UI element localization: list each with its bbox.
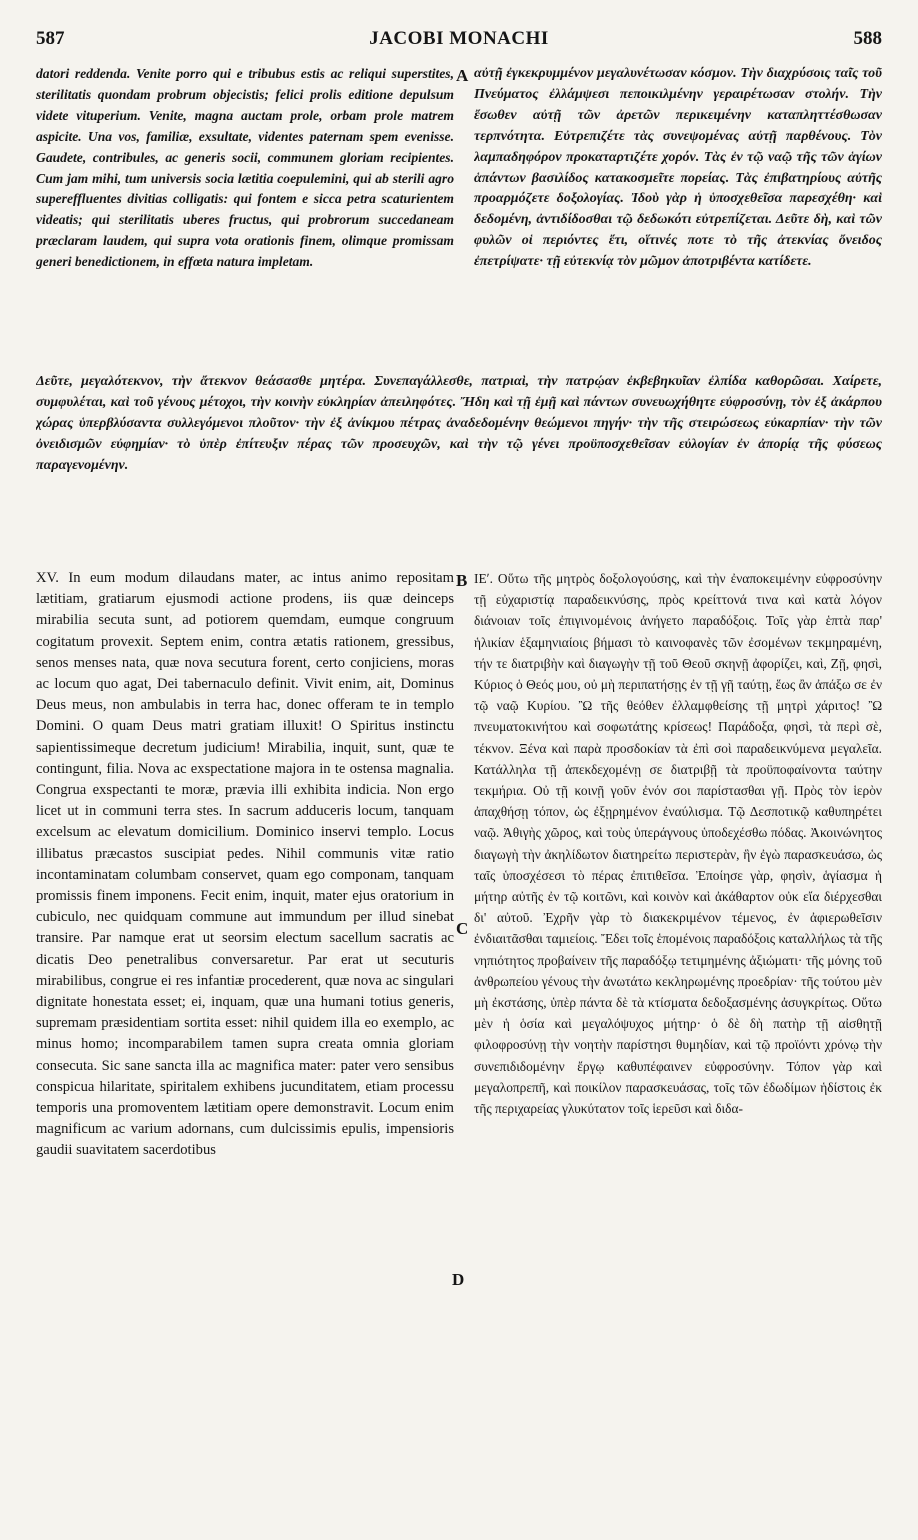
margin-letter-b: B — [456, 571, 468, 590]
top-latin-column — [36, 64, 454, 372]
top-greek-column — [474, 64, 882, 372]
bottom-greek-column — [474, 568, 882, 1508]
running-title: JACOBI MONACHI — [369, 28, 549, 49]
greek-paragraph: αὐτῇ ἐγκεκρυμμένον μεγαλυνέτωσαν κόσμον. Τὴν διαχρύσοις ταῖς τοῦ Πνεύματος ἐλλάμψεσι πεποικιλμένην γεραιρέτωσαν στολήν. Τὴν ἔσωθεν αὐτῇ τῶν ἀρετῶν περικειμένην καταπληττέσθωσαν τερπνότητα. Εὐτρεπιζέτε τὰς συνεψομένας αὐτῇ παρθένους. Τὸν λαμπαδηφόρον προκαταρτιζέτε χορόν. Τὰς ἐν τῷ ναῷ τῆς τῶν ἁγίων ἁπάντων βασιλίδος κατακοσμεῖτε πορείας. Τὰς ἐπιβατηρίους αὐτῆς προαρμόζετε δοξολογίας. Ἰδοὺ γὰρ ἡ ὑποσχεθεῖσα παρεσχέθη· καὶ δεδομένη, ἀντιδίδοσθαι τῷ δεδωκότι εὐτρεπίζεται. Δεῦτε δὴ, καὶ τῶν φυλῶν οἱ περιόντες ἔτι, οἵτινές ποτε τὸ τῆς ἀτεκνίας ὄνειδος ἐπετρίψατε· τῇ εὐτεκνίᾳ τὸν μῶμον ἀποτριβέντα κατίδετε. — [474, 66, 882, 270]
margin-letter-a: A — [456, 66, 469, 85]
section-ie-greek: ΙΕʹ. Οὕτω τῆς μητρὸς δοξολογούσης, καὶ τὴν ἐναποκειμένην εὐφροσύνην τῇ εὐχαριστίᾳ παραδεικνύσης, πρὸς κρείττονά τινα καὶ κατὰ λόγον διάνοιαν τοῖς ἐπιγινομένοις ἀνήγετο παραδόξοις. Τοῖς γὰρ ἑπτὰ παρ' ἡλικίαν ἑξαμηνιαίοις βήμασι τὸ καινοφανὲς τῶν ἐσομένων τεκμηραμένη, τήν τε διατριβὴν καὶ διαγωγὴν τῇ τοῦ Θεοῦ σκηνῇ ἀφορίζει, καὶ, Ζῇ, φησὶ, Κύριος ὁ Θεός μου, οὐ μὴ περιπατήσῃς ἐν τῇ γῇ ταύτῃ, ἕως ἂν ἀπάξω σε ἐν τῷ ναῷ Κυρίου. Ὢ τῆς θεόθεν ἐλλαμφθείσης τῇ μητρὶ χάριτος! Ὢ πνευματοκινήτου καὶ σοφωτάτης κρίσεως! Παράδοξα, φησὶ, τὰ περὶ σὲ, τέκνον. Ξένα καὶ παρὰ προσδοκίαν τὰ ἐπὶ σοὶ παραδεικνύμενα μεγαλεῖα. Κατάλληλα τῇ ἀπεκδεχομένῃ σε διατριβῇ τὰ προϋποφαίνοντα ταύτην τεκμήρια. Οὐ τῇ κοινῇ γοῦν ἐνόν σοι παρίστασθαι γῇ. Πρὸς τὸν ἱερὸν ἀπαχθήσῃ τόπον, ὡς ἐξῃρημένον ἐναύλισμα. Τῷ Δεσποτικῷ καθυπηρέτει ναῷ. Ἀθιγὴς χῶρος, καὶ τοὺς ὑπεράγνους ὑποδεχέσθω πόδας. Ἀκοινώνητος διαγωγὴ τὴν ἀκηλίδωτον διατηρείτω περιστερὰν, ἣν ἐγὼ παρασκευάσω, ὡς ταῖς ὑποσχέσεσι τὸ πέρας ἐπιτιθεῖσα. Ἐποίησε γὰρ, φησὶν, ἁγίασμα ἡ μήτηρ αὐτῆς ἐν τῷ κοιτῶνι, καὶ κοινὸν καὶ ἀκάθαρτον οὐκ εἴα διέρχεσθαι δι' αὐτοῦ. Ἐχρῆν γὰρ τὸ διακεκριμένον τέμενος, ἐν ἀφιερωθεῖσιν ἐνδιαιτᾶσθαι ταμιείοις. Ἔδει τοῖς ἑπομένοις παραδόξοις καταλλήλως τὰ τῆς νηπιότητος προβαίνειν τῆς παραδόξῳ τετιμημένης ἀξιώματι· τῆς μόνης τοῦ ἀνθρωπείου γένους τὴν ἀνωτάτω κεκληρωμένης προεδρίαν· τῆς τούτου μὲν μὴ ἐκστάσης, ὑπὲρ πάντα δὲ τὰ κτίσματα δεδοξασμένης ἀσυγκρίτως. Οὕτω μὲν ἡ ὁσία καὶ μεγαλόψυχος μήτηρ· ὁ δὲ δὴ πατὴρ τῇ αἰσθητῇ φιλοφροσύνῃ τὴν νοητὴν παρίστησι θυμηδίαν, καὶ τῷ προϊόντι χρόνῳ τὴν συνεπιδιδομένην ἔργῳ καθυπέφαινεν εὐφροσύνην. Τόπον γὰρ καὶ μεγαλοπρεπῆ, καὶ ποικίλον παρασκευάσας, τοῖς τῶν ἐδωδίμων ἡδίστοις ἐκ τῆς περιχαρείας γλυκύτατον τοῖς ἱερεῦσι καὶ διδα- — [474, 571, 882, 1117]
section-xv-latin: XV. In eum modum dilaudans mater, ac intus animo repositam lætitiam, gratiarum ejusmodi actione prodens, iis quæ deinceps mirabilia secuta sunt, ad potiorem quemdam, eumque congruum cogitatum provexit. Septem enim, contra ætatis rationem, gressibus, senos menses nata, quæ nova secutura forent, certo conjiciens, moras ac locum quo agat, Dei tabernaculo definit. Vivit enim, ait, Dominus Deus meus, non ambulabis in terra hac, donec offeram te in templo Domini. O quam Deus matri gratiam illuxit! O Spiritus instinctu sapientissimeque decretum judicium! Mirabilia, inquit, sunt, quæ te contingunt, filia. Nova ac exspectatione majora in te ostensa magnalia. Congrua exspectanti te moræ, prævia illi exhibita indicia. Non ergo licet ut in communi terra stes. In sacrum adduceris locum, tanquam excelsum ac elevatum domicilium. Dominico inservi templo. Locus illibatus præcastos suscipiat pedes. Nihil communis vitæ ratio incontaminatam columbam conservet, quam ego componam, tanquam promissis finem imponens. Fecit enim, inquit, mater ejus oratorium in cubiculo, nec quidquam commune aut immundum per illud sinebat transire. Par namque erat ut seorsim electum sacellum sacratis ac dicatis Deo penetralibus conversaretur. Par erat ut secuturis mirabilibus, congrue ei res infantiæ procederent, quæ nova ac singulari dignitate honestata esset; ei, inquam, quæ una humani totius generis, supremam præsidentiam sortita esset: nihil quidem illa eo exemplo, ac minus homo; incomparabilem tamen supra creata omnia gloriam consecuta. Sic sane sancta illa ac magnifica mater: pater vero sensibus conspicua hilaritate, spiritalem exhibens jucunditatem, etiam processu temporis una promoventem lætitiam opere demonstravit. Locum enim magnificum ac varium adornans, cum dulcissimis epulis, impensioris gaudii suavitatem sacerdotibus — [36, 570, 454, 1159]
bottom-latin-column — [36, 568, 454, 1508]
page-number-right: 588 — [853, 28, 882, 49]
page-header — [36, 28, 882, 54]
page-number-left: 587 — [36, 28, 65, 49]
latin-paragraph: datori reddenda. Venite porro qui e tribubus estis ac reliqui superstites, sterilitatis quondam probrum objecistis; felici prolis editione depulsum videte vituperium. Venite, magna auctam prole, orbam prole matrem aspicite. Una vos, familiæ, exsultate, videntes paternam spem evenisse. Gaudete, contribules, ac generis socii, communem gloriam recipientes. Cum jam mihi, tum universis socia lætitia coepulemini, qui ab sterili agro supereffluentes divitias colligatis: qui fontem e sicca petra scaturientem videatis; qui sterilitatis uberes fructus, qui probrorum succedaneam præclaram laudem, qui supra vota orationis finem, olimque promissam generi benedictionem, in effœta natura impletam. — [36, 66, 454, 270]
full-width-greek-paragraph: Δεῦτε, μεγαλότεκνον, τὴν ἄτεκνον θεάσασθε μητέρα. Συνεπαγάλλεσθε, πατριαὶ, τὴν πατρῴαν ἐκβεβηκυῖαν ἐλπίδα καθορῶσαι. Χαίρετε, συμφυλέται, καὶ τοῦ γένους μέτοχοι, τὴν κοινὴν εὐκληρίαν ἀπειληφότες. Ἤδη καὶ τῇ ἐμῇ καὶ πάντων συνευωχήθητε εὐφροσύνῃ, τὸν ἐξ ἀκάρπου χώρας ὑπερβλύσαντα συλλεγόμενοι πλοῦτον· τὴν ἐξ ἀνίκμου πέτρας ἀναδεδομένην θεώμενοι πηγήν· τὴν τῆς στειρώσεως εὐκαρπίαν· τὴν τῶν ὀνειδισμῶν εὐφημίαν· τὸ ὑπὲρ ἐπίτευξιν πέρας τῶν προσευχῶν, καὶ τὴν τῷ γένει προϋποσχεθεῖσαν εὐλογίαν ἐν ἀπορίᾳ τῆς φύσεως παραγενομένην. — [36, 374, 882, 473]
margin-letter-c: C — [456, 919, 469, 938]
margin-letter-d: D — [452, 1270, 465, 1289]
